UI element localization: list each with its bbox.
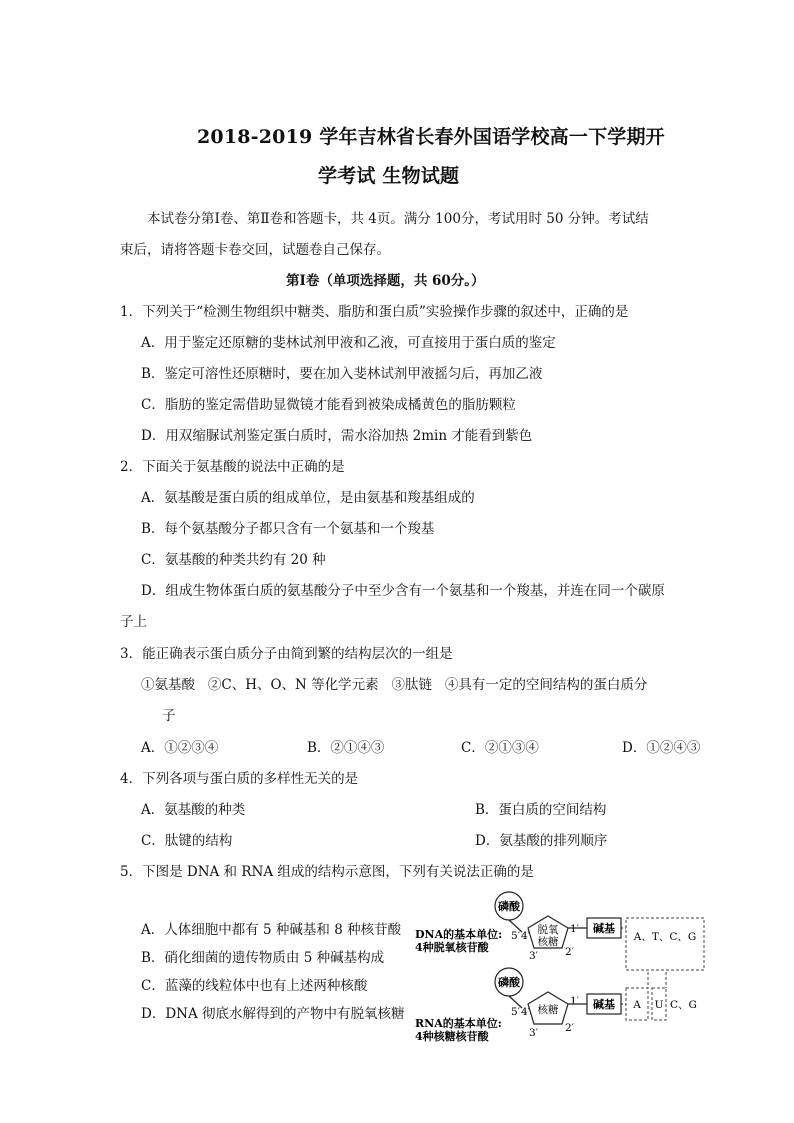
- dna-sugar-label: 脱氧: [537, 924, 559, 936]
- dna-pos-4: 4′: [521, 930, 531, 942]
- question-2-stem: 2．下面关于氨基酸的说法中正确的是: [120, 459, 345, 475]
- nucleotide-structure-diagram: [412, 884, 712, 1044]
- rna-pos-5: 5′: [511, 1006, 521, 1018]
- rna-pos-1: 1′: [570, 995, 580, 1007]
- question-3-stem: 3．能正确表示蛋白质分子由简到繁的结构层次的一组是: [120, 646, 453, 662]
- dna-pos-1: 1′: [570, 923, 580, 935]
- dna-pos-2: 2′: [565, 946, 575, 958]
- rna-base-cg: C、G: [670, 999, 697, 1011]
- rna-pos-4: 4′: [521, 1006, 531, 1018]
- question-1-option-d: D．用双缩脲试剂鉴定蛋白质时，需水浴加热 2min 才能看到紫色: [141, 428, 533, 444]
- question-3-option-d: D．①②④③: [622, 740, 701, 756]
- question-2-option-d: D．组成生物体蛋白质的氨基酸分子中至少含有一个氨基和一个羧基，并连在同一个碳原: [141, 583, 665, 599]
- rna-pos-3: 3′: [529, 1027, 539, 1039]
- dna-bases-list: A、T、C、G: [633, 931, 697, 943]
- page-title: 2018-2019 学年吉林省长春外国语学校高一下学期开: [197, 126, 665, 148]
- rna-base-label: 碱基: [593, 998, 615, 1011]
- rna-unit-label: RNA的基本单位:: [415, 1017, 502, 1030]
- question-3-items: ①氨基酸 ②C、H、O、N 等化学元素 ③肽链 ④具有一定的空间结构的蛋白质分: [141, 677, 648, 693]
- question-3-items-cont: 子: [162, 708, 176, 724]
- question-2-option-d-cont: 子上: [120, 614, 147, 630]
- dna-pos-5: 5′: [511, 930, 521, 942]
- dna-pos-3: 3′: [529, 950, 539, 962]
- question-4-option-d: D．氨基酸的排列顺序: [475, 833, 608, 849]
- rna-unit-label-2: 4种核糖核苷酸: [415, 1030, 489, 1043]
- question-3-option-a: A．①②③④: [141, 740, 219, 756]
- rna-sugar-label: 核糖: [537, 1004, 559, 1016]
- question-5-stem: 5．下图是 DNA 和 RNA 组成的结构示意图，下列有关说法正确的是: [120, 864, 534, 880]
- page-title-line2: 学考试 生物试题: [318, 165, 460, 187]
- rna-pos-2: 2′: [565, 1022, 575, 1034]
- intro-text-2: 束后，请将答题卡卷交回，试题卷自己保存。: [120, 242, 390, 258]
- question-2-option-c: C．氨基酸的种类共约有 20 种: [141, 552, 326, 568]
- intro-text: 本试卷分第Ⅰ卷、第Ⅱ卷和答题卡，共 4页。满分 100分，考试用时 50 分钟。考试结: [147, 211, 649, 227]
- question-3-option-b: B．②①④③: [307, 740, 385, 756]
- question-4-option-a: A．氨基酸的种类: [141, 802, 246, 818]
- dna-phosphate-label: 磷酸: [498, 900, 520, 913]
- question-4-option-c: C．肽键的结构: [141, 833, 233, 849]
- dna-unit-label-2: 4种脱氧核苷酸: [415, 941, 489, 954]
- question-5-option-a: A．人体细胞中都有 5 种碱基和 8 种核苷酸: [141, 922, 402, 938]
- section-title: 第Ⅰ卷（单项选择题，共 60分。）: [286, 273, 485, 289]
- question-2-option-b: B．每个氨基酸分子都只含有一个氨基和一个羧基: [141, 521, 435, 537]
- dna-base-label: 碱基: [593, 922, 615, 935]
- dna-bases-box: [626, 918, 704, 970]
- question-4-option-b: B．蛋白质的空间结构: [475, 802, 607, 818]
- question-1-option-c: C．脂肪的鉴定需借助显微镜才能看到被染成橘黄色的脂肪颗粒: [141, 397, 516, 413]
- question-1-option-b: B．鉴定可溶性还原糖时，要在加入斐林试剂甲液摇匀后，再加乙液: [141, 366, 543, 382]
- dna-unit-label: DNA的基本单位:: [415, 928, 503, 941]
- question-2-option-a: A．氨基酸是蛋白质的组成单位，是由氨基和羧基组成的: [141, 490, 475, 506]
- question-1-stem: 1．下列关于“检测生物组织中糖类、脂肪和蛋白质”实验操作步骤的叙述中，正确的是: [120, 304, 629, 320]
- dna-sugar-label-2: 核糖: [537, 936, 559, 948]
- question-5-option-c: C．蓝藻的线粒体中也有上述两种核酸: [141, 978, 368, 994]
- question-1-option-a: A．用于鉴定还原糖的斐林试剂甲液和乙液，可直接用于蛋白质的鉴定: [141, 335, 556, 351]
- question-5-option-b: B．硝化细菌的遗传物质由 5 种碱基构成: [141, 950, 385, 966]
- rna-base-a: A: [633, 999, 641, 1011]
- question-4-stem: 4．下列各项与蛋白质的多样性无关的是: [120, 771, 359, 787]
- question-3-option-c: C．②①③④: [461, 740, 539, 756]
- question-5-option-d: D．DNA 彻底水解得到的产物中有脱氧核糖: [141, 1006, 405, 1022]
- rna-phosphate-label: 磷酸: [498, 976, 520, 989]
- rna-base-u: U: [654, 999, 664, 1011]
